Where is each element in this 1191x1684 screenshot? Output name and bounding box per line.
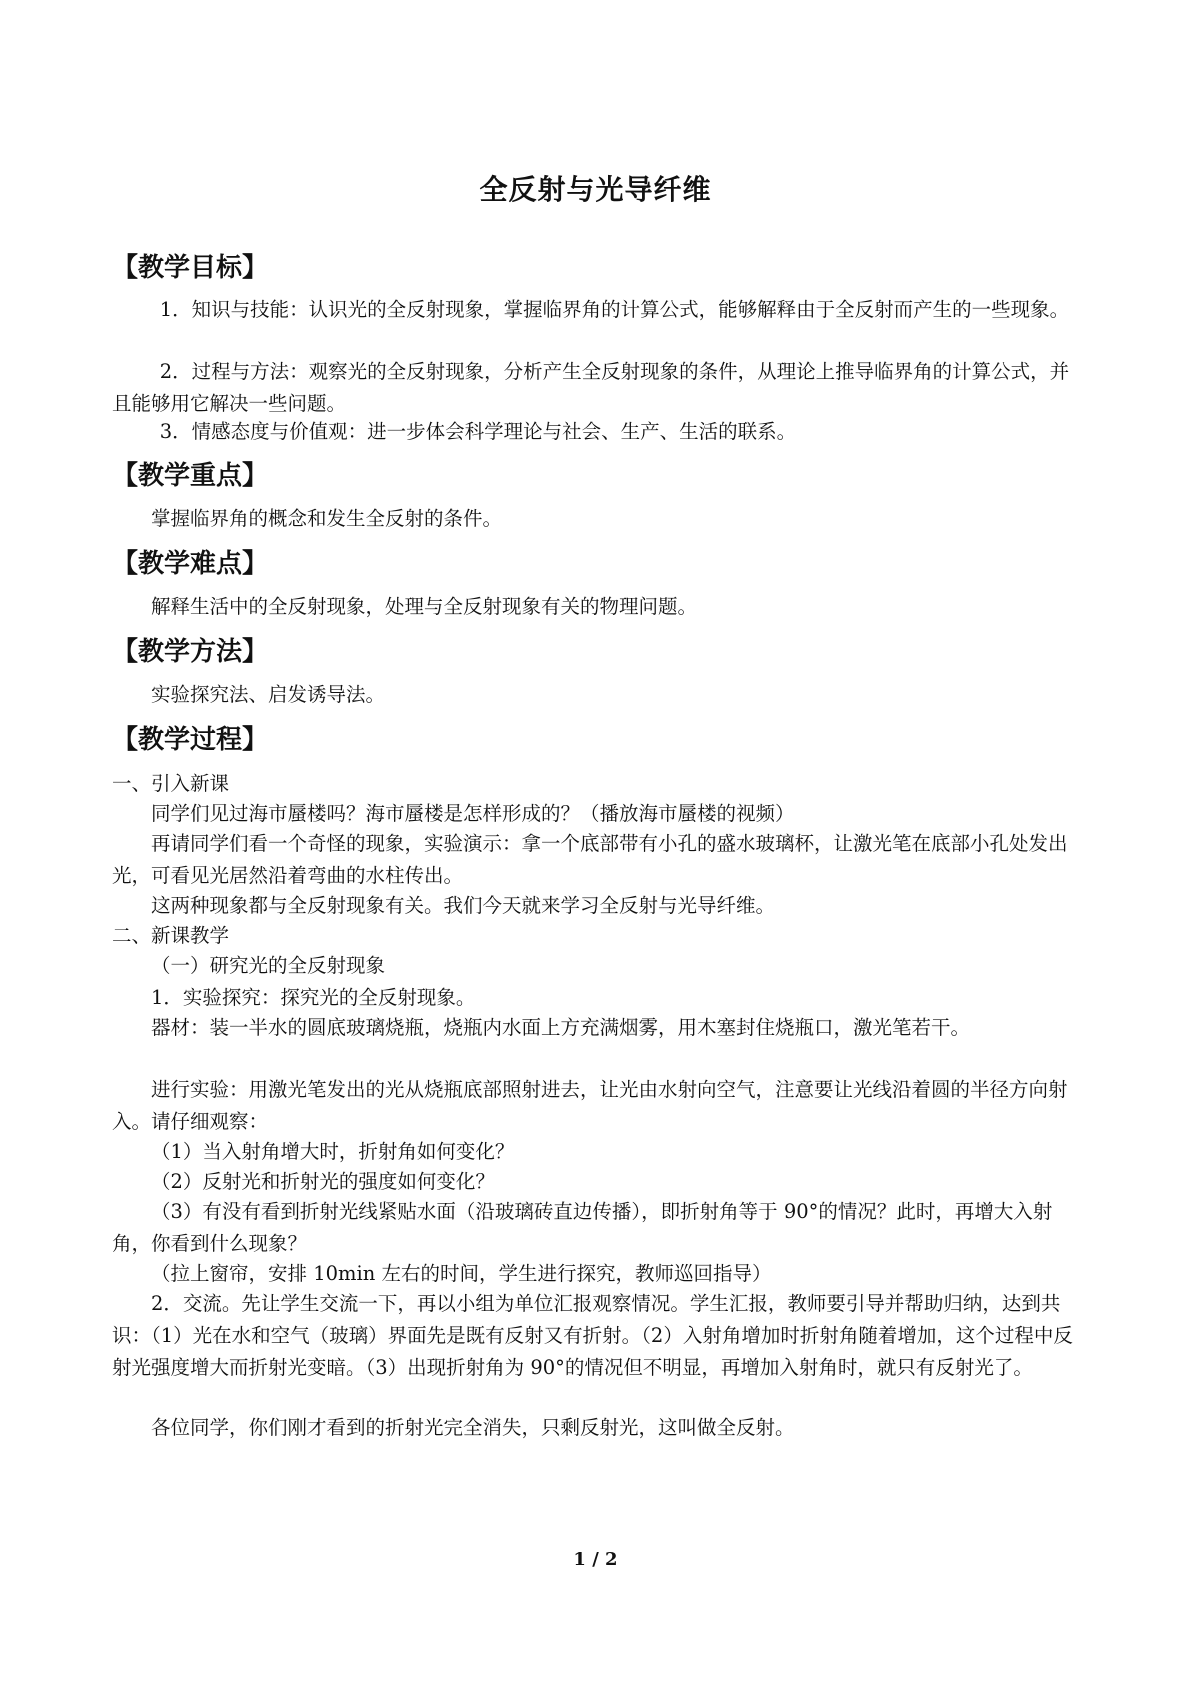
process-line: （2）反射光和折射光的强度如何变化？	[151, 1170, 495, 1193]
process-line: 2．交流。先让学生交流一下，再以小组为单位汇报观察情况。学生汇报，教师要引导并帮助归纳，达到共识：（1）光在水和空气（玻璃）界面先是既有反射又有折射。（2）入射角增加时折射角随着增加，这个过程中反射光强度增大而折射光变暗。（3）出现折射角为 90°的情况但不明显，再增加入射角时，就只有反射光了。	[112, 1292, 1073, 1379]
heading-methods: 【教学方法】	[112, 637, 269, 667]
process-line: 同学们见过海市蜃楼吗？海市蜃楼是怎样形成的？（播放海市蜃楼的视频）	[151, 802, 795, 825]
heading-difficulties: 【教学难点】	[112, 549, 269, 579]
process-line: 各位同学，你们刚才看到的折射光完全消失，只剩反射光，这叫做全反射。	[151, 1416, 795, 1439]
heading-objectives: 【教学目标】	[112, 253, 269, 283]
process-line: 1．实验探究：探究光的全反射现象。	[151, 986, 476, 1009]
objective-item: 3．情感态度与价值观：进一步体会科学理论与社会、生产、生活的联系。	[159, 420, 797, 443]
difficulties-text: 解释生活中的全反射现象，处理与全反射现象有关的物理问题。	[151, 595, 698, 618]
document-title: 全反射与光导纤维	[479, 173, 712, 206]
process-line: 一、引入新课	[112, 772, 230, 795]
process-line: 器材：装一半水的圆底玻璃烧瓶，烧瓶内水面上方充满烟雾，用木塞封住烧瓶口，激光笔若干。	[151, 1016, 971, 1039]
process-line: 再请同学们看一个奇怪的现象，实验演示：拿一个底部带有小孔的盛水玻璃杯，让激光笔在底部小孔处发出光，可看见光居然沿着弯曲的水柱传出。	[112, 832, 1068, 887]
heading-process: 【教学过程】	[112, 725, 269, 755]
process-line: 进行实验：用激光笔发出的光从烧瓶底部照射进去，让光由水射向空气，注意要让光线沿着圆的半径方向射入。请仔细观察：	[112, 1078, 1068, 1133]
objective-item: 2．过程与方法：观察光的全反射现象，分析产生全反射现象的条件，从理论上推导临界角的计算公式，并且能够用它解决一些问题。	[112, 360, 1070, 415]
process-line: （3）有没有看到折射光线紧贴水面（沿玻璃砖直边传播），即折射角等于 90°的情况？此时，再增大入射角，你看到什么现象？	[112, 1200, 1053, 1255]
process-line: （一）研究光的全反射现象	[151, 954, 386, 977]
page-number: 1 / 2	[573, 1549, 618, 1570]
process-line: （1）当入射角增大时，折射角如何变化？	[151, 1140, 515, 1163]
process-line: （拉上窗帘，安排 10min 左右的时间，学生进行探究，教师巡回指导）	[151, 1262, 772, 1285]
process-line: 这两种现象都与全反射现象有关。我们今天就来学习全反射与光导纤维。	[151, 894, 776, 917]
heading-key-points: 【教学重点】	[112, 461, 269, 491]
objective-item: 1．知识与技能：认识光的全反射现象，掌握临界角的计算公式，能够解释由于全反射而产生的一些现象。	[159, 298, 1070, 321]
process-line: 二、新课教学	[112, 924, 230, 947]
methods-text: 实验探究法、启发诱导法。	[151, 683, 386, 706]
key-points-text: 掌握临界角的概念和发生全反射的条件。	[151, 507, 503, 530]
